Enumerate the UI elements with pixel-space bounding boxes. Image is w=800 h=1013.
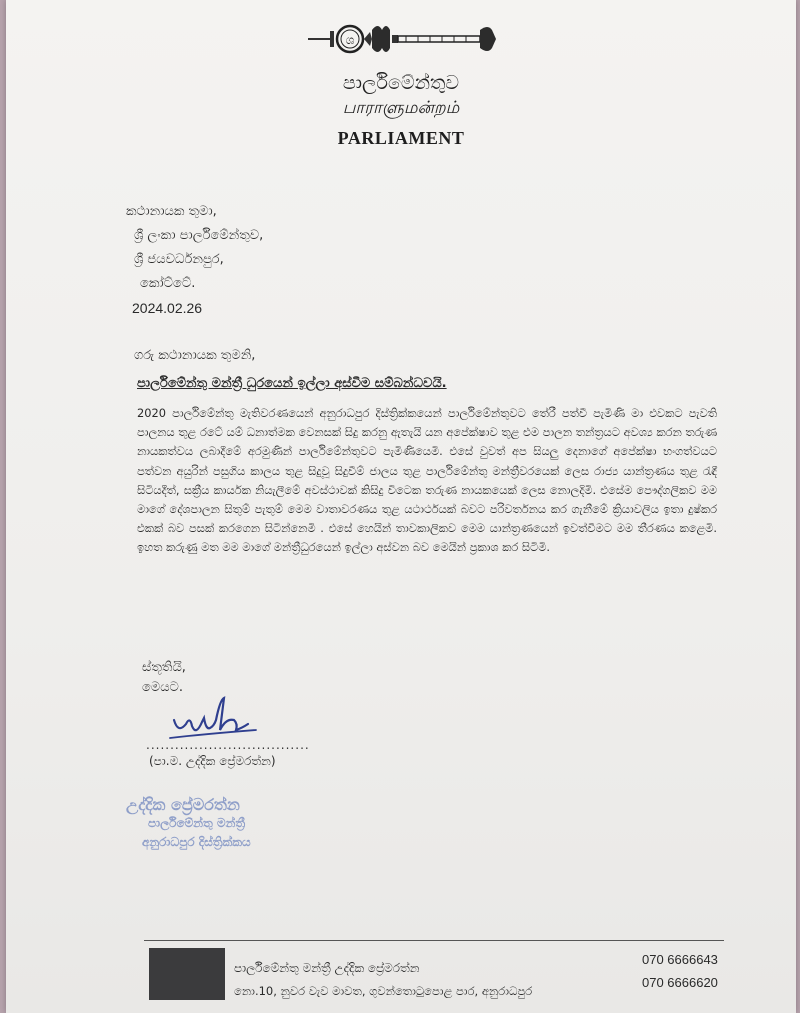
recipient-line: කථානායක තුමා, bbox=[126, 204, 217, 219]
footer-phone-2: 070 6666620 bbox=[642, 975, 718, 990]
closing-yours: මෙයට. bbox=[142, 680, 184, 695]
letterhead-english: PARLIAMENT bbox=[337, 128, 465, 148]
recipient-line: ශ්‍රී ලංකා පාර්ලිමේන්තුව, bbox=[134, 228, 264, 243]
footer-divider bbox=[144, 940, 724, 941]
salutation: ගරු කථානායක තුමනි, bbox=[134, 348, 256, 363]
handwritten-signature bbox=[164, 690, 264, 745]
svg-text:ශ: ශ bbox=[345, 33, 355, 47]
signatory-name: (පා.ම. උද්දික ප්‍රේමරත්න) bbox=[149, 754, 276, 768]
footer-address: නො.10, නුවර වැව මාවත, ගුවන්තොටුපොළ පාර, අනුරාධපුර bbox=[234, 984, 533, 998]
stamp-name: උද්දික ප්‍රේමරත්න bbox=[126, 795, 240, 814]
parliament-mace-icon bbox=[306, 18, 501, 60]
letterhead-tamil: பாராளுமன்றம் bbox=[342, 98, 460, 118]
footer-phone-1: 070 6666643 bbox=[642, 952, 718, 967]
footer-name: පාර්ලිමේන්තු මන්ත්‍රී උද්දික ප්‍රේමරත්න bbox=[234, 961, 420, 975]
signature-line: .................................. bbox=[146, 738, 310, 752]
footer-logo-block bbox=[149, 948, 225, 1000]
closing-thanks: ස්තූතියි, bbox=[142, 660, 186, 675]
name-stamp bbox=[126, 795, 251, 852]
stamp-district: අනුරාධපුර දිස්ත්‍රික්කය bbox=[142, 835, 251, 849]
recipient-address bbox=[126, 200, 263, 320]
stamp-title: පාර්ලිමේන්තු මන්ත්‍රී bbox=[148, 816, 246, 830]
recipient-line: කෝට්ටේ. bbox=[140, 276, 196, 291]
recipient-line: ශ්‍රී ජයවර්ධනපුර, bbox=[134, 252, 224, 267]
subject-line: පාර්ලිමේන්තු මන්ත්‍රී ධුරයෙන් ඉල්ලා අස්වීම සම්බන්ධවයි. bbox=[137, 376, 447, 391]
letter-date: 2024.02.26 bbox=[132, 300, 203, 316]
letterhead-sinhala: පාර්ලිමේන්තුව bbox=[342, 72, 460, 94]
letter-body: 2020 පාර්ලිමේන්තු මැතිවරණයෙන් අනුරාධපුර දිස්ත්‍රික්කයෙන් පාර්ලිමේන්තුවට තේරී පත්වී පැමිණි මා එවකට පැවති පාලනය තුළ රටේ යම් ධනාත්මක වෙනසක් සිදු කරනු ඇතැයි යන අපේක්ෂාව තුළ එම පාලන තන්ත්‍රයට අවශ්‍ය කරන තරුණ නායකත්වය ලබාදීමේ අරමුණින් පාර්ලිමේන්තුවට පැමිණියෙමි. එසේ වුවත් අප සියලු දෙනාගේ අපේක්ෂා භංගත්වයට පත්වන අයුරින් පසුගිය කාලය තුළ සිදුවූ සිදුවීම් ජාලය තුළ පාර්ලිමේන්තු මන්ත්‍රීවරයෙක් ලෙස රාජ්‍ය යාන්ත්‍රණය තුළ රැඳී සිටියදීත්, සක්‍රීය කාර්යක නියැලීමේ අවස්ථාවක් කිසිදු විටෙක තරුණ නායකයෙක් ලෙස නොලදිමි. එසේම පෞද්ගලිකව මම මාගේ දේශපාලන සිතුම් පැතුම් මෙම වාතාවරණය තුළ යථාර්ථයක් බවට පරිවර්තනය කර ගැනීමේ ක්‍රියාවලිය ඉතා දුෂ්කර එකක් බව පසක් කරගෙන සිටින්නෙමි . එසේ හෙයින් තාවකාලිකව මෙම යාන්ත්‍රණයෙන් ඉවත්වීමට මම තීරණය කළෙමි. ඉහත කරුණු මත මම මාගේ මන්ත්‍රීධුරයෙන් ඉල්ලා අස්වන බව මෙයින් ප්‍රකාශ කර සිටිමි. bbox=[137, 406, 717, 555]
letter-sheet bbox=[6, 0, 796, 1013]
